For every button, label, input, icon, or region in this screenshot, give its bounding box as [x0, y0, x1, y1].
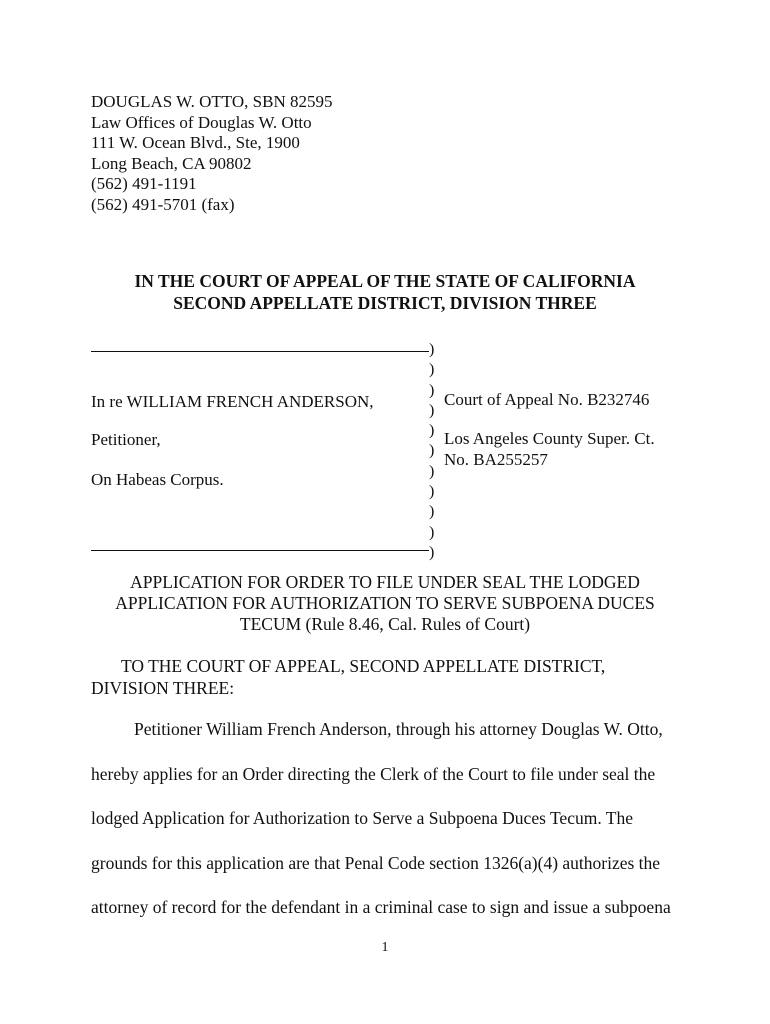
caption-paren: ) — [429, 543, 435, 561]
caption-paren: ) — [429, 422, 435, 440]
body-line: attorney of record for the defendant in a criminal case to sign and issue a subpoena — [91, 897, 671, 917]
attorney-name: DOUGLAS W. OTTO, SBN 82595 — [91, 92, 333, 111]
body-line: Petitioner William French Anderson, through his attorney Douglas W. Otto, — [134, 719, 663, 739]
page-number: 1 — [381, 940, 389, 955]
caption-paren: ) — [429, 401, 435, 419]
court-heading-line-1: IN THE COURT OF APPEAL OF THE STATE OF CALIFORNIA — [134, 271, 636, 291]
caption-paren: ) — [429, 381, 435, 399]
addressee-line-1: TO THE COURT OF APPEAL, SECOND APPELLATE DISTRICT, — [121, 656, 606, 676]
city-state-zip: Long Beach, CA 90802 — [91, 153, 252, 173]
caption-top-rule — [91, 351, 429, 352]
addressee-line-2: DIVISION THREE: — [91, 677, 235, 698]
body-line: hereby applies for an Order directing the Clerk of the Court to file under seal the — [91, 763, 656, 784]
case-caption — [91, 340, 691, 561]
party-role: Petitioner, — [91, 430, 161, 449]
application-title-line-3: TECUM (Rule 8.46, Cal. Rules of Court) — [239, 614, 531, 634]
court-heading — [60, 271, 710, 314]
law-office-name: Law Offices of Douglas W. Otto — [91, 112, 312, 132]
body-line: lodged Application for Authorization to Serve a Subpoena Duces Tecum. The — [91, 808, 633, 828]
body-line: grounds for this application are that Penal Code section 1326(a)(4) authorizes the — [91, 852, 661, 873]
fax-number: (562) 491-5701 (fax) — [91, 194, 235, 214]
superior-court-number — [444, 429, 655, 470]
body-paragraph — [91, 718, 691, 941]
proceeding-type: On Habeas Corpus. — [91, 470, 224, 489]
court-heading-line-2: SECOND APPELLATE DISTRICT, DIVISION THREE — [173, 292, 597, 313]
superior-court-line-1: Los Angeles County Super. Ct. — [444, 429, 655, 448]
application-title — [60, 572, 710, 635]
street-address: 111 W. Ocean Blvd., Ste, 1900 — [91, 133, 300, 152]
caption-bottom-rule — [91, 550, 429, 551]
application-title-line-2: APPLICATION FOR AUTHORIZATION TO SERVE SUBPOENA DUCES — [115, 593, 655, 613]
caption-paren: ) — [429, 483, 435, 501]
caption-paren: ) — [429, 503, 435, 521]
attorney-info-block — [91, 92, 333, 215]
superior-court-line-2: No. BA255257 — [444, 449, 548, 469]
phone-number: (562) 491-1191 — [91, 174, 197, 193]
caption-paren: ) — [429, 442, 435, 460]
case-name: In re WILLIAM FRENCH ANDERSON, — [91, 392, 374, 411]
addressee-block — [91, 656, 681, 699]
caption-paren: ) — [429, 523, 435, 541]
caption-paren: ) — [429, 462, 435, 480]
court-of-appeal-number: Court of Appeal No. B232746 — [444, 390, 650, 409]
caption-paren: ) — [429, 361, 435, 379]
caption-paren: ) — [429, 341, 435, 358]
application-title-line-1: APPLICATION FOR ORDER TO FILE UNDER SEAL THE LODGED — [130, 572, 640, 592]
caption-paren-column — [429, 340, 441, 563]
